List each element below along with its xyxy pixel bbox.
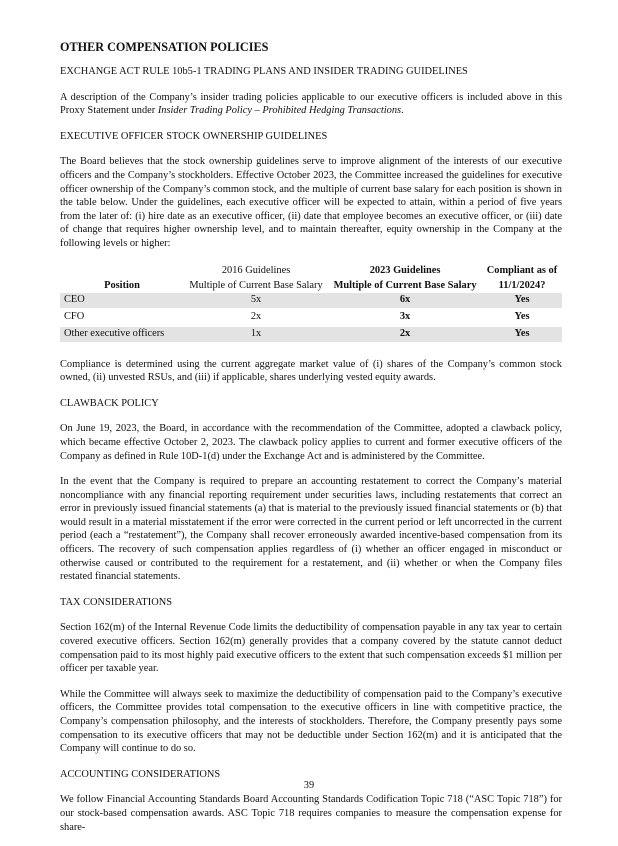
paragraph-insider-trading <box>60 91 562 118</box>
header-2016-title: 2016 Guidelines <box>221 264 291 276</box>
paragraph-clawback-2: In the event that the Company is required to prepare an accounting restatement to correct the Company’s material noncompliance with any financial reporting requirement under securities laws, including restatements that correct an error in previously issued financial statements (a) that is material to the previously issued financial statements or (b) that would result in a material misstatement if the error were corrected in the current period or left uncorrected in the current period (each a “restatement”), the Company shall recover erroneously awarded incentive-based compensation from its officers. The recovery of such compensation applies regardless of (i) whether an officer engaged in misconduct or otherwise caused or contributed to the requirement for a restatement, and (ii) whether or when the Company files restated financial statements. <box>60 476 562 583</box>
paragraph-accounting: We follow Financial Accounting Standards Board Accounting Standards Codification Topic 718 (“ASC Topic 718”) for our stock-based compensation awards. ASC Topic 718 requires companies to measure the compensation expense for share- <box>60 794 562 833</box>
cell-compliant: Yes <box>482 293 562 309</box>
cell-2016: 1x <box>184 326 328 343</box>
document-page <box>60 40 562 846</box>
cell-2023: 2x <box>328 326 482 343</box>
page-title: OTHER COMPENSATION POLICIES <box>60 40 269 54</box>
page-number: 39 <box>303 780 315 791</box>
cell-compliant: Yes <box>482 309 562 326</box>
paragraph-ownership: The Board believes that the stock ownership guidelines serve to improve alignment of the interests of our executive officers and the Company’s stockholders. Effective October 2023, the Committee increased the guidelines for executive officer ownership of the Company’s common stock, and the multiple of current base salary for each position is shown in the table below. Under the guidelines, each executive officer will be expected to attain, within a period of five years from the later of: (i) hire date as an executive officer, (ii) date that employee becomes an executive officer, or (iii) date of change that requires higher ownership level, and to maintain thereafter, equity ownership in the Company at the following levels or higher: <box>60 156 562 249</box>
paragraph-compliance: Compliance is determined using the current aggregate market value of (i) shares of the Company’s common stock owned, (ii) unvested RSUs, and (iii) if applicable, shares underlying vested equity awards. <box>60 358 562 384</box>
section-heading-insider-trading: EXCHANGE ACT RULE 10b5-1 TRADING PLANS AND INSIDER TRADING GUIDELINES <box>60 66 468 77</box>
paragraph-clawback-1: On June 19, 2023, the Board, in accordance with the recommendation of the Committee, adopted a clawback policy, which became effective October 2, 2023. The clawback policy applies to current and former executive officers of the Company as defined in Rule 10D-1(d) under the Exchange Act and is administered by the Committee. <box>60 423 562 462</box>
section-heading-accounting: ACCOUNTING CONSIDERATIONS <box>60 768 221 780</box>
table-row <box>60 309 562 326</box>
text: A description of the Company’s insider trading policies applicable to our executive officers is included above in this Proxy Statement under <box>60 91 562 117</box>
header-2023-sub: Multiple of Current Base Salary <box>333 279 477 291</box>
header-compliant-title: Compliant as of <box>486 264 558 276</box>
cell-2016: 5x <box>184 293 328 309</box>
section-heading-clawback: CLAWBACK POLICY <box>60 397 159 409</box>
cell-position: CFO <box>60 309 184 326</box>
ownership-guidelines-table <box>60 263 562 344</box>
header-2016-sub: Multiple of Current Base Salary <box>189 279 323 291</box>
table-row <box>60 293 562 309</box>
table-row <box>60 326 562 343</box>
header-position: Position <box>104 279 140 291</box>
cell-position: Other executive officers <box>60 326 184 343</box>
paragraph-tax-2: While the Committee will always seek to maximize the deductibility of compensation paid to the Company’s executive officers, the Committee provides total compensation to the executive officers in line with competitive practice, the Company’s compensation philosophy, and the interests of stockholders. Therefore, the Company presently pays some compensation to its executive officers that may not be deductible under Section 162(m) and it is anticipated that the Company will continue to do so. <box>60 688 562 755</box>
header-2023-title: 2023 Guidelines <box>369 264 441 276</box>
policy-reference: Insider Trading Policy – Prohibited Hedging Transactions <box>157 105 402 117</box>
text: . <box>401 105 404 117</box>
cell-2023: 3x <box>328 309 482 326</box>
header-compliant-sub: 11/1/2024? <box>498 279 546 291</box>
cell-2016: 2x <box>184 309 328 326</box>
section-heading-ownership: EXECUTIVE OFFICER STOCK OWNERSHIP GUIDELINES <box>60 130 328 142</box>
cell-position: CEO <box>60 293 184 309</box>
paragraph-tax-1: Section 162(m) of the Internal Revenue Code limits the deductibility of compensation payable in any tax year to certain covered executive officers. Section 162(m) generally provides that a company covered by the statute cannot deduct compensation paid to its most highly paid executive officers to the extent that such compensation exceeds $1 million per officer per taxable year. <box>60 622 562 675</box>
table-header-row-1 <box>60 263 562 278</box>
section-heading-tax: TAX CONSIDERATIONS <box>60 596 173 608</box>
cell-2023: 6x <box>328 293 482 309</box>
cell-compliant: Yes <box>482 326 562 343</box>
